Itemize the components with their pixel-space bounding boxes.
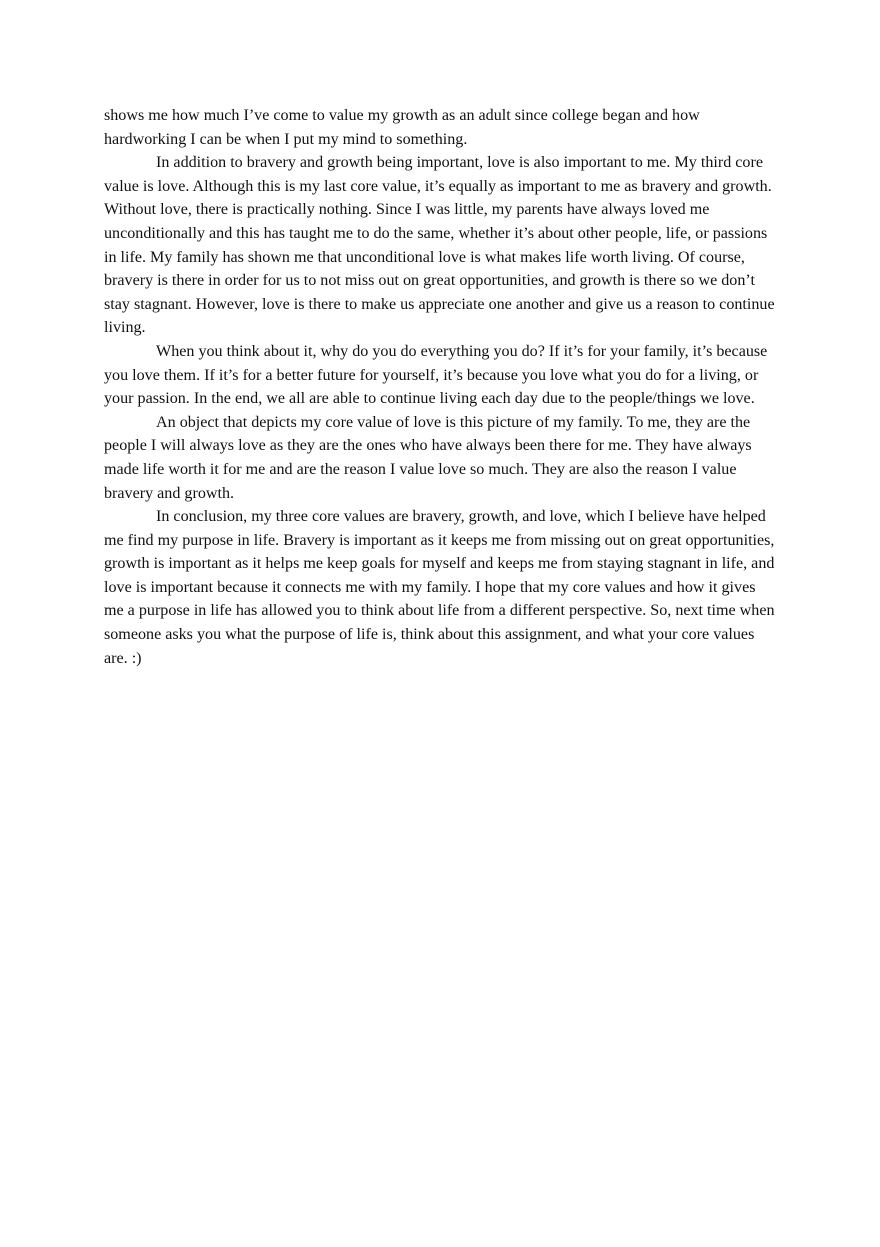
paragraph-conclusion: In conclusion, my three core values are bravery, growth, and love, which I believe have helped me find my purpose in life. Bravery is important as it keeps me from missing out on great opportunities, growth is important as it helps me keep goals for myself and keeps me from staying stagnant in life, and love is important because it connects me with my family. I hope that my core values and how it gives me a purpose in life has allowed you to think about life from a different perspective. So, next time when someone asks you what the purpose of life is, think about this assignment, and what your core values are. :): [104, 508, 775, 667]
paragraph-love-core-value: In addition to bravery and growth being important, love is also important to me. My third core value is love. Although this is my last core value, it’s equally as important to me as bravery and growth. Without love, there is practically nothing. Since I was little, my parents have always loved me unconditionally and this has taught me to do the same, whether it’s about other people, life, or passions in life. My family has shown me that unconditional love is what makes life worth living. Of course, bravery is there in order for us to not miss out on great opportunities, and growth is there so we don’t stay stagnant. However, love is there to make us appreciate one another and give us a reason to continue living.: [104, 154, 775, 337]
paragraph-continuation: shows me how much I’ve come to value my growth as an adult since college began and how hardworking I can be when I put my mind to something.: [104, 107, 700, 148]
paragraph-family-picture: An object that depicts my core value of love is this picture of my family. To me, they are the people I will always love as they are the ones who have always been there for me. They have always made life worth it for me and are the reason I value love so much. They are also the reason I value bravery and growth.: [104, 413, 752, 502]
essay-body: [104, 104, 776, 670]
paragraph-why-we-do-things: When you think about it, why do you do everything you do? If it’s for your family, it’s because you love them. If it’s for a better future for yourself, it’s because you love what you do for a living, or your passion. In the end, we all are able to continue living each day due to the people/things we love.: [104, 342, 768, 408]
